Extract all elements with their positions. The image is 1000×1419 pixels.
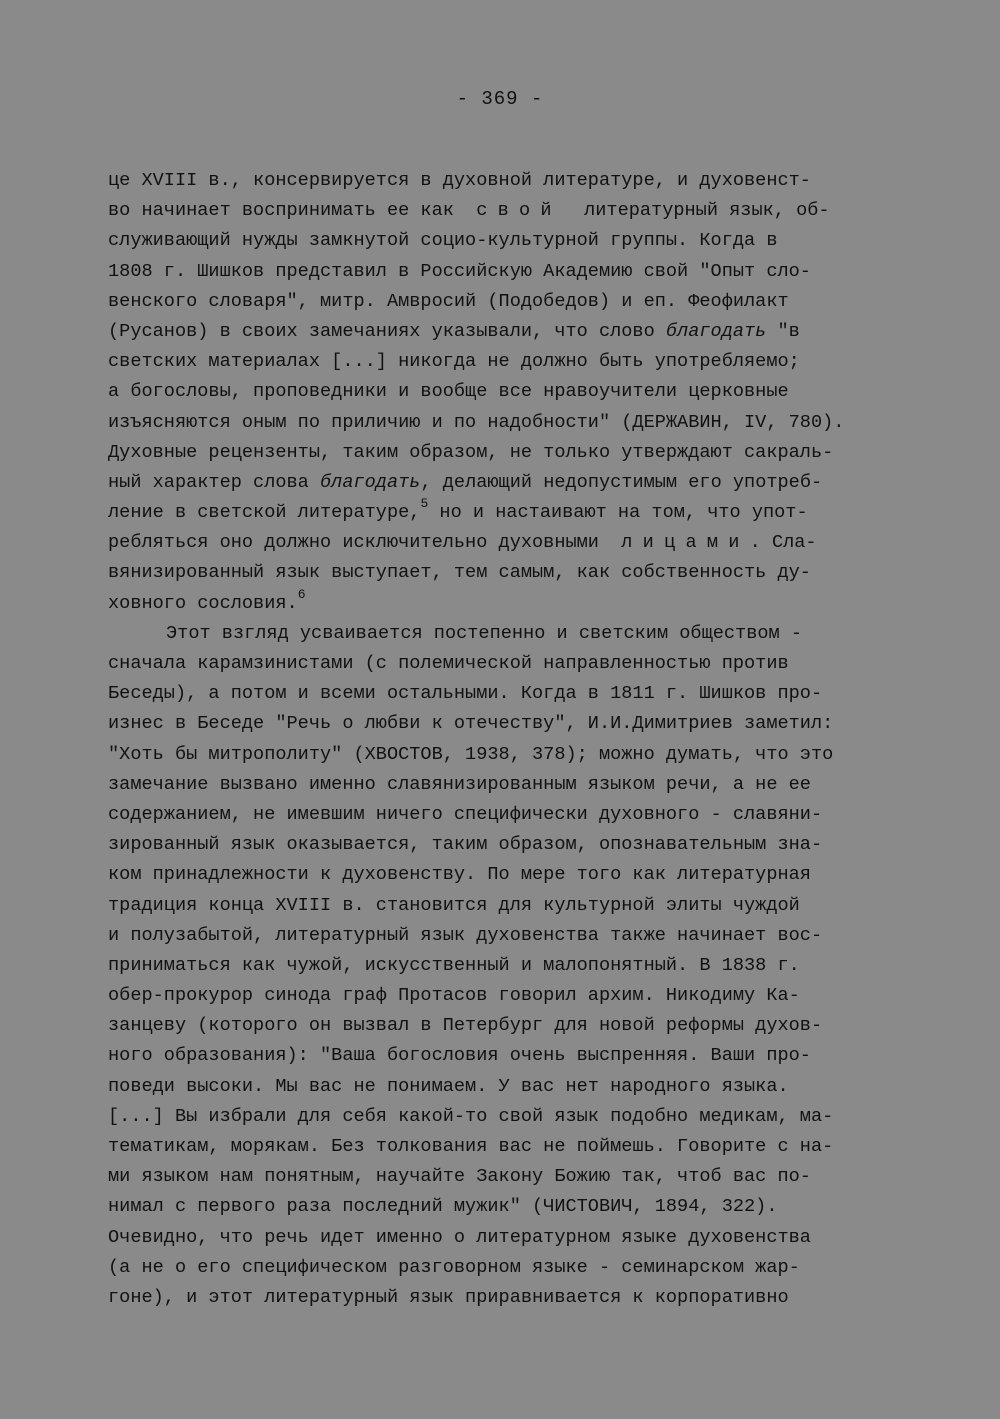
text-run: поведи высоки. Мы вас не понимаем. У вас нет народного языка.: [108, 1075, 789, 1097]
text-line: [108, 1102, 898, 1132]
text-line: [108, 377, 898, 407]
text-run: . Сла-: [749, 532, 817, 554]
text-run: тематикам, морякам. Без толкования вас не поймешь. Говорите с на-: [108, 1136, 834, 1157]
text-run: (Русанов) в своих замечаниях указывали, что слово: [108, 320, 666, 342]
text-line: [108, 1011, 898, 1041]
text-line: [108, 558, 898, 588]
text-run: изъясняются оным по приличию и по надобности" (ДЕРЖАВИН, IV, 780).: [108, 411, 845, 433]
text-line: [108, 860, 898, 890]
text-run: ховного сословия.: [108, 592, 298, 614]
body-text: [108, 166, 898, 1313]
page-number: - 369 -: [456, 88, 544, 110]
text-line: [108, 1223, 898, 1253]
text-line: [108, 1162, 898, 1192]
text-line: [108, 709, 898, 739]
text-line: [108, 830, 898, 860]
text-run: занцеву (которого он вызвал в Петербург для новой реформы духов-: [108, 1015, 823, 1037]
text-line: [108, 770, 898, 800]
text-line: [108, 1192, 898, 1222]
spaced-emphasis: свой: [476, 200, 562, 222]
text-run: а богословы, проповедники и вообще все нравоучители церковные: [108, 381, 789, 403]
text-line: [108, 1132, 898, 1162]
text-run: Беседы), а потом и всеми остальными. Когда в 1811 г. Шишков про-: [108, 683, 823, 705]
text-line: [108, 287, 898, 317]
text-run: ный характер слова: [108, 471, 321, 493]
text-run: ком принадлежности к духовенству. По мере того как литературная: [108, 864, 811, 886]
text-line: [108, 1283, 898, 1313]
text-run: "Хоть бы митрополиту" (ХВОСТОВ, 1938, 378); можно думать, что это: [108, 743, 834, 765]
text-line: [108, 921, 898, 951]
text-run: ребляться оно должно исключительно духовными: [108, 532, 622, 554]
text-line: [108, 408, 898, 438]
text-run: изнес в Беседе "Речь о любви к отечеству", И.И.Димитриев заметил:: [108, 713, 834, 735]
text-run: литературный язык, об-: [561, 200, 830, 222]
text-line: [108, 1072, 898, 1102]
text-run: венского словаря", митр. Амвросий (Подобедов) и еп. Феофилакт: [108, 290, 789, 312]
text-line: [108, 347, 898, 377]
text-run: сначала карамзинистами (с полемической направленностью против: [108, 653, 789, 674]
text-line: [108, 166, 898, 196]
text-run: , делающий недопустимым его употреб-: [420, 471, 823, 493]
text-run: 1808 г. Шишков представил в Российскую Академию свой "Опыт сло-: [108, 260, 811, 282]
text-run: ного образования): "Ваша богословия очень выспренняя. Ваши про-: [108, 1045, 811, 1067]
text-run: традиция конца XVIII в. становится для культурной элиты чуждой: [108, 894, 800, 916]
footnote-marker: 5: [420, 496, 429, 512]
text-run: Очевидно, что речь идет именно о литературном языке духовенства: [108, 1226, 811, 1248]
spaced-emphasis: лицами: [621, 532, 750, 554]
text-run: во начинает воспринимать ее как: [108, 200, 477, 222]
text-run: "в: [766, 320, 800, 342]
text-run: обер-прокурор синода граф Протасов говорил архим. Никодиму Ка-: [108, 985, 800, 1007]
text-run: и полузабытой, литературный язык духовенства также начинает вос-: [108, 924, 823, 946]
text-line: [108, 226, 898, 256]
text-run: приниматься как чужой, искусственный и малопонятный. В 1838 г.: [108, 954, 800, 976]
text-run: вянизированный язык выступает, тем самым, как собственность ду-: [108, 562, 811, 584]
footnote-marker: 6: [297, 586, 306, 602]
text-line: [108, 951, 898, 981]
text-run: Духовные рецензенты, таким образом, не только утверждают сакраль-: [108, 441, 834, 463]
text-line: [108, 1253, 898, 1283]
text-line: [108, 649, 898, 679]
text-run: ми языком нам понятным, научайте Закону Божию так, чтоб вас по-: [108, 1166, 811, 1188]
text-run: ление в светской литературе,: [108, 502, 421, 524]
text-line: [108, 800, 898, 830]
text-line: [108, 317, 898, 347]
text-run: (а не о его специфическом разговорном языке - семинарском жар-: [108, 1256, 800, 1278]
text-line: [108, 740, 898, 770]
text-run: зированный язык оказывается, таким образом, опознавательным зна-: [108, 834, 823, 856]
text-run: содержанием, не имевшим ничего специфически духовного - славяни-: [108, 803, 823, 825]
text-line: [108, 679, 898, 709]
text-line: [108, 468, 898, 498]
text-run: но и настаивают на том, что упот-: [428, 502, 808, 524]
text-line: [108, 498, 898, 528]
text-run: служивающий нужды замкнутой социо-культурной группы. Когда в: [108, 230, 778, 252]
text-run: гоне), и этот литературный язык приравнивается к корпоративно: [108, 1286, 789, 1308]
text-line: [108, 981, 898, 1011]
text-run: це XVIII в., консервируется в духовной литературе, и духовенст-: [108, 170, 811, 191]
text-run: замечание вызвано именно славянизированным языком речи, а не ее: [108, 773, 811, 795]
text-run: нимал с первого раза последний мужик" (ЧИСТОВИЧ, 1894, 322).: [108, 1196, 778, 1218]
text-run: [...] Вы избрали для себя какой-то свой язык подобно медикам, ма-: [108, 1105, 834, 1127]
italic-term: благодать: [320, 471, 421, 493]
text-line: [108, 1041, 898, 1071]
text-line: [108, 891, 898, 921]
text-run: Этот взгляд усваивается постепенно и светским обществом -: [166, 622, 803, 644]
italic-term: благодать: [665, 320, 767, 342]
text-line: [108, 619, 898, 649]
text-line: [108, 528, 898, 558]
text-line: [108, 257, 898, 287]
text-line: [108, 586, 898, 619]
text-line: [108, 438, 898, 468]
text-run: светских материалах [...] никогда не должно быть употребляемо;: [108, 351, 800, 373]
text-line: [108, 196, 898, 226]
